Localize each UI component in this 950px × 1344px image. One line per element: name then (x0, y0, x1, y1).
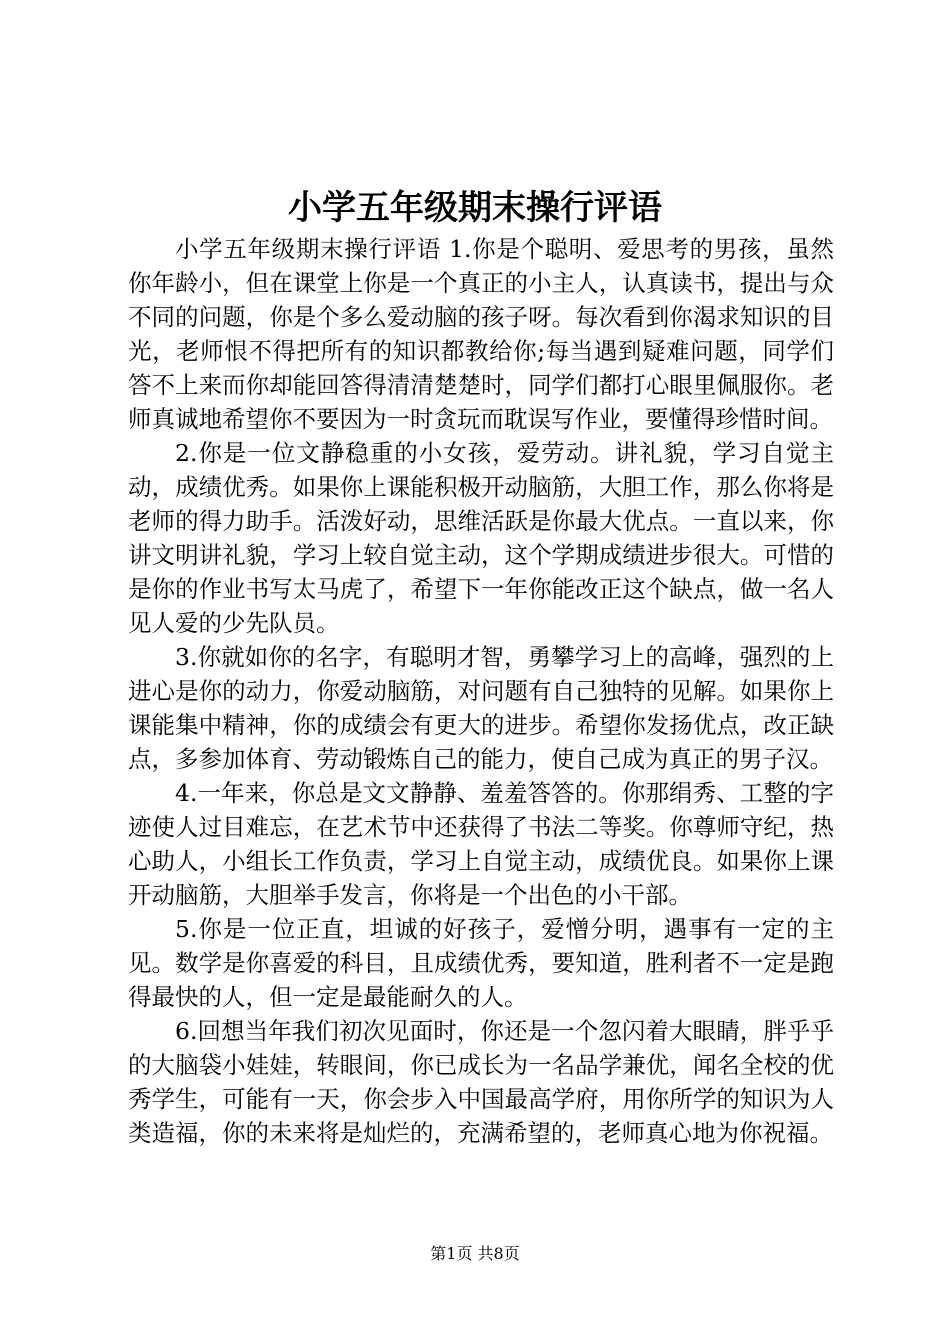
paragraph-6: 6.回想当年我们初次见面时，你还是一个忽闪着大眼睛，胖乎乎的大脑袋小娃娃，转眼间，你已成长为一名品学兼优，闻名全校的优秀学生，可能有一天，你会步入中国最高学府，用你所学的知识为人类造福，你的未来将是灿烂的，充满希望的，老师真心地为你祝福。 (128, 1017, 834, 1147)
paragraph-5: 5.你是一位正直，坦诚的好孩子，爱憎分明，遇事有一定的主见。数学是你喜爱的科目，且成绩优秀，要知道，胜利者不一定是跑得最快的人，但一定是最能耐久的人。 (128, 915, 834, 1011)
paragraph-3: 3.你就如你的名字，有聪明才智，勇攀学习上的高峰，强烈的上进心是你的动力，你爱动脑筋，对问题有自己独特的见解。如果你上课能集中精神，你的成绩会有更大的进步。希望你发扬优点，改正缺点，多参加体育、劳动锻炼自己的能力，使自己成为真正的男子汉。 (128, 643, 834, 773)
paragraph-1: 小学五年级期末操行评语 1.你是个聪明、爱思考的男孩，虽然你年龄小，但在课堂上你是一个真正的小主人，认真读书，提出与众不同的问题，你是个多么爱动脑的孩子呀。每次看到你渴求知识的目光，老师恨不得把所有的知识都教给你;每当遇到疑难问题，同学们答不上来而你却能回答得清清楚楚时，同学们都打心眼里佩服你。老师真诚地希望你不要因为一时贪玩而耽误写作业，要懂得珍惜时间。 (128, 235, 834, 433)
document-title: 小学五年级期末操行评语 (288, 188, 662, 228)
document-body (128, 232, 834, 1150)
paragraph-2: 2.你是一位文静稳重的小女孩，爱劳动。讲礼貌，学习自觉主动，成绩优秀。如果你上课能积极开动脑筋，大胆工作，那么你将是老师的得力助手。活泼好动，思维活跃是你最大优点。一直以来，你讲文明讲礼貌，学习上较自觉主动，这个学期成绩进步很大。可惜的是你的作业书写太马虎了，希望下一年你能改正这个缺点，做一名人见人爱的少先队员。 (128, 439, 834, 637)
page-footer: 第1页 共8页 (430, 1244, 520, 1263)
paragraph-4: 4.一年来，你总是文文静静、羞羞答答的。你那绢秀、工整的字迹使人过目难忘，在艺术节中还获得了书法二等奖。你尊师守纪，热心助人，小组长工作负责，学习上自觉主动，成绩优良。如果你上课开动脑筋，大胆举手发言，你将是一个出色的小干部。 (128, 779, 834, 909)
